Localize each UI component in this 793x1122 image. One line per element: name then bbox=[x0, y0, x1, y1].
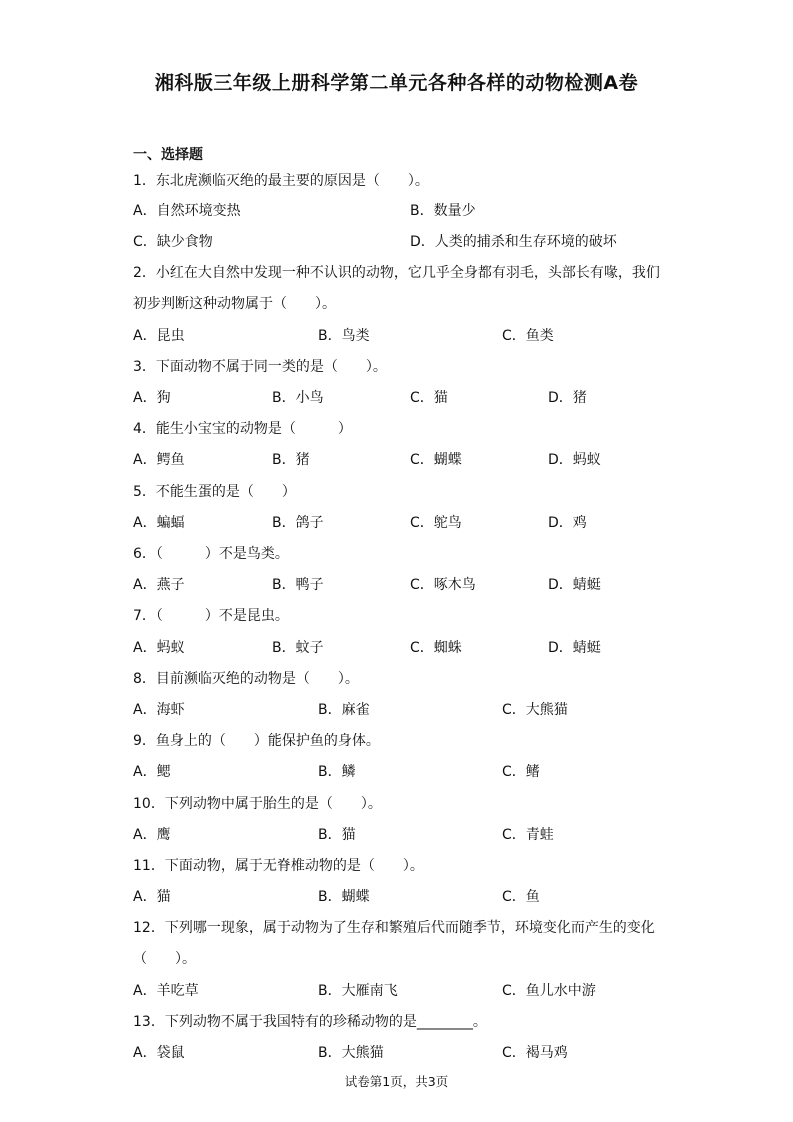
question-1-option-a: A．自然环境变热 bbox=[133, 203, 241, 219]
question-2-option-a: A．昆虫 bbox=[133, 328, 185, 344]
question-7-option-b: B．蚊子 bbox=[272, 640, 324, 656]
question-9-option-c: C．鳍 bbox=[502, 764, 540, 780]
question-5-text: 5．不能生蛋的是（ ） bbox=[133, 484, 296, 500]
question-1-option-d: D．人类的捕杀和生存环境的破坏 bbox=[410, 234, 617, 250]
question-1-text: 1．东北虎濒临灭绝的最主要的原因是（ ）。 bbox=[133, 173, 429, 189]
question-8-option-c: C．大熊猫 bbox=[502, 702, 568, 718]
question-12-option-a: A．羊吃草 bbox=[133, 983, 199, 999]
question-7-option-a: A．蚂蚁 bbox=[133, 640, 185, 656]
question-6-option-c: C．啄木鸟 bbox=[410, 577, 476, 593]
question-4-option-c: C．蝴蝶 bbox=[410, 452, 462, 468]
page-title: 湘科版三年级上册科学第二单元各种各样的动物检测A卷 bbox=[154, 72, 639, 94]
question-6-option-b: B．鸭子 bbox=[272, 577, 324, 593]
question-10-option-c: C．青蛙 bbox=[502, 827, 554, 843]
question-13-option-c: C．褐马鸡 bbox=[502, 1045, 568, 1061]
question-8-option-b: B．麻雀 bbox=[318, 702, 370, 718]
question-4-option-b: B．猪 bbox=[272, 452, 310, 468]
question-3-option-d: D．猪 bbox=[548, 390, 587, 406]
question-9-text: 9．鱼身上的（ ）能保护鱼的身体。 bbox=[133, 733, 380, 749]
question-11-text: 11．下面动物，属于无脊椎动物的是（ ）。 bbox=[133, 858, 424, 874]
question-7-option-d: D．蜻蜓 bbox=[548, 640, 601, 656]
question-12-option-b: B．大雁南飞 bbox=[318, 983, 398, 999]
question-11-option-b: B．蝴蝶 bbox=[318, 889, 370, 905]
question-5-option-c: C．鸵鸟 bbox=[410, 515, 462, 531]
question-13-option-b: B．大熊猫 bbox=[318, 1045, 384, 1061]
question-10-text: 10．下列动物中属于胎生的是（ ）。 bbox=[133, 796, 382, 812]
question-7-text: 7．（ ）不是昆虫。 bbox=[133, 608, 289, 624]
question-4-text: 4．能生小宝宝的动物是（ ） bbox=[133, 421, 352, 437]
question-3-option-a: A．狗 bbox=[133, 390, 171, 406]
question-2-text-line-2: 初步判断这种动物属于（ ）。 bbox=[133, 296, 336, 312]
question-12-text-line-1: 12．下列哪一现象，属于动物为了生存和繁殖后代而随季节，环境变化而产生的变化 bbox=[133, 920, 655, 936]
question-4-option-a: A．鳄鱼 bbox=[133, 452, 185, 468]
question-3-option-c: C．猫 bbox=[410, 390, 448, 406]
question-6-text: 6．（ ）不是鸟类。 bbox=[133, 546, 289, 562]
question-3-text: 3．下面动物不属于同一类的是（ ）。 bbox=[133, 359, 387, 375]
question-9-option-b: B．鳞 bbox=[318, 764, 356, 780]
question-2-option-c: C．鱼类 bbox=[502, 328, 554, 344]
question-5-option-d: D．鸡 bbox=[548, 515, 587, 531]
question-9-option-a: A．鳃 bbox=[133, 764, 171, 780]
section-heading: 一、选择题 bbox=[133, 147, 203, 163]
question-5-option-b: B．鸽子 bbox=[272, 515, 324, 531]
question-6-option-a: A．燕子 bbox=[133, 577, 185, 593]
question-2-text-line-1: 2．小红在大自然中发现一种不认识的动物，它几乎全身都有羽毛，头部长有喙，我们 bbox=[133, 265, 660, 281]
question-13-option-a: A．袋鼠 bbox=[133, 1045, 185, 1061]
question-11-option-a: A．猫 bbox=[133, 889, 171, 905]
question-2-option-b: B．鸟类 bbox=[318, 328, 370, 344]
question-11-option-c: C．鱼 bbox=[502, 889, 540, 905]
question-8-option-a: A．海虾 bbox=[133, 702, 185, 718]
question-3-option-b: B．小鸟 bbox=[272, 390, 324, 406]
question-6-option-d: D．蜻蜓 bbox=[548, 577, 601, 593]
question-10-option-a: A．鹰 bbox=[133, 827, 171, 843]
question-12-option-c: C．鱼儿水中游 bbox=[502, 983, 596, 999]
question-7-option-c: C．蜘蛛 bbox=[410, 640, 462, 656]
question-8-text: 8．目前濒临灭绝的动物是（ ）。 bbox=[133, 671, 359, 687]
question-1-option-b: B．数量少 bbox=[410, 203, 476, 219]
question-13-text: 13．下列动物不属于我国特有的珍稀动物的是________。 bbox=[133, 1014, 487, 1030]
question-1-option-c: C．缺少食物 bbox=[133, 234, 213, 250]
question-12-text-line-2: （ ）。 bbox=[133, 951, 196, 967]
question-4-option-d: D．蚂蚁 bbox=[548, 452, 601, 468]
question-5-option-a: A．蝙蝠 bbox=[133, 515, 185, 531]
question-10-option-b: B．猫 bbox=[318, 827, 356, 843]
page-footer: 试卷第1页，共3页 bbox=[344, 1074, 449, 1089]
